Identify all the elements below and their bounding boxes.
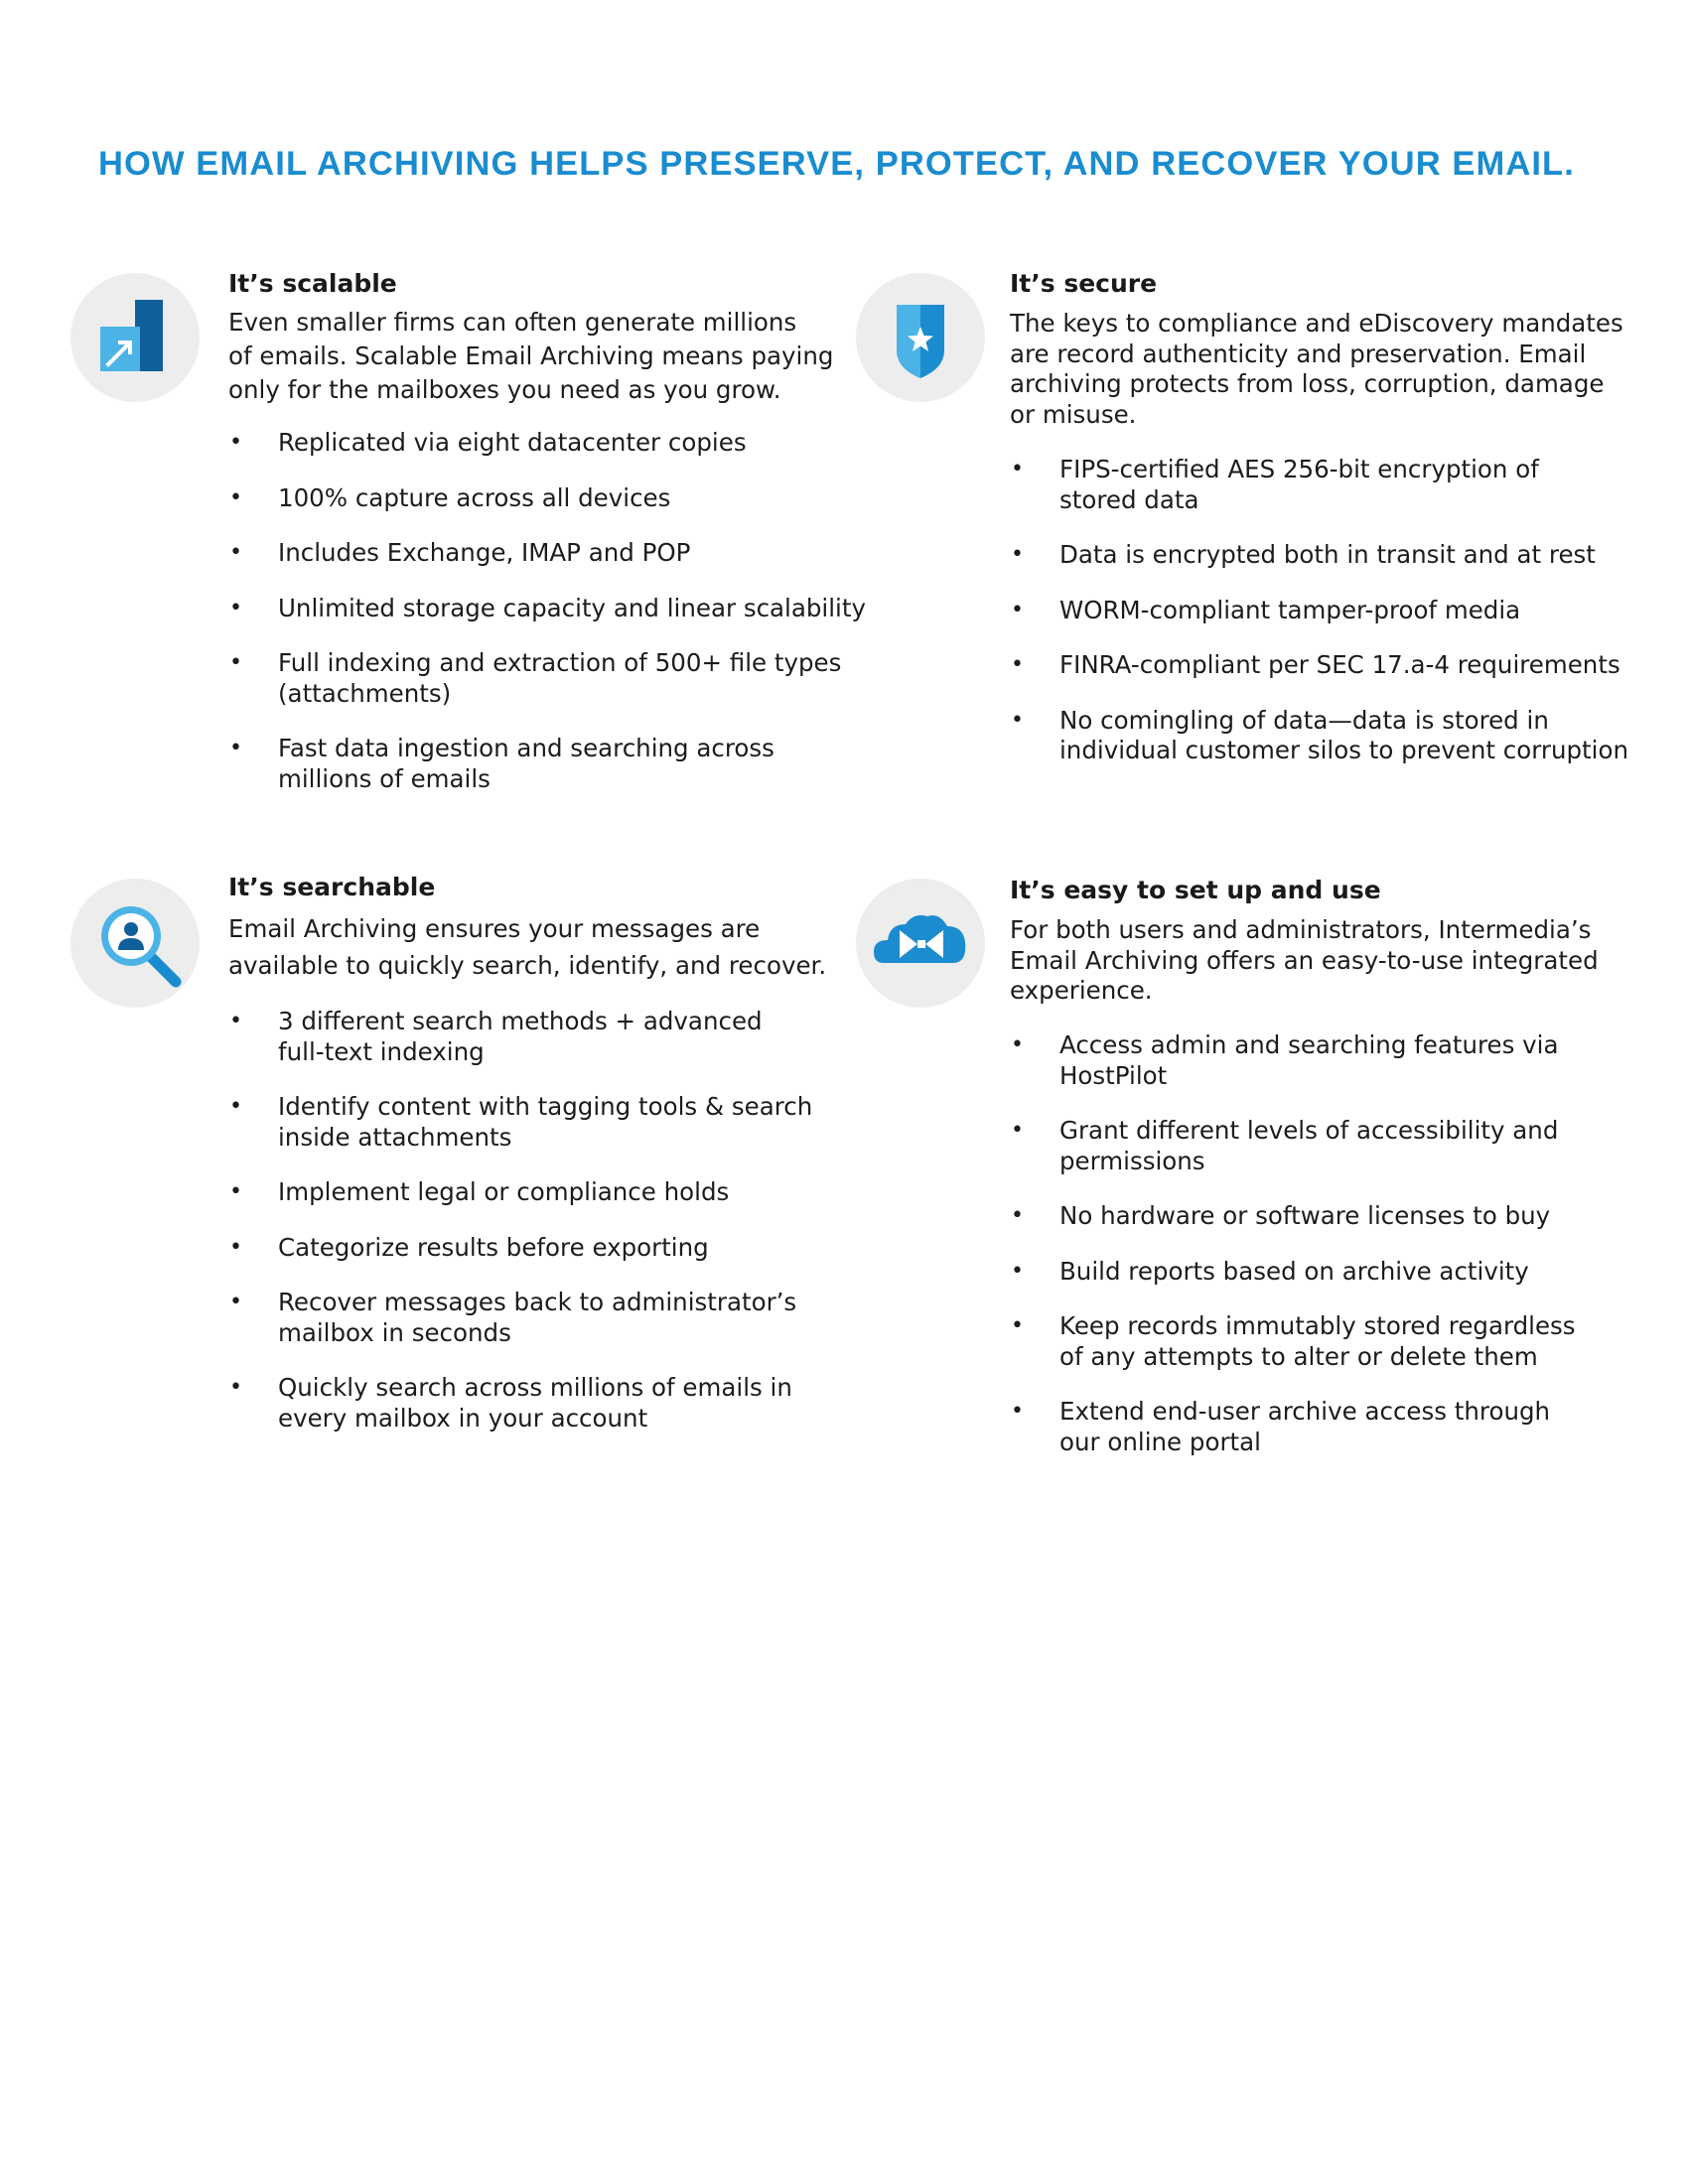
- section-intro-searchable: [228, 910, 826, 984]
- bullet-list-secure: [1011, 455, 1628, 766]
- section-intro-secure: [1010, 309, 1623, 430]
- bar-chart-growth-icon: [70, 273, 200, 402]
- bullet-list-scalable: [229, 428, 866, 794]
- intro-line: available to quickly search, identify, and recover.: [228, 951, 827, 980]
- shield-star-icon: [856, 273, 985, 402]
- list-item: • Unlimited storage capacity and linear scalability: [229, 594, 866, 624]
- section-heading-searchable: It’s searchable: [228, 873, 436, 901]
- cloud-bowtie-icon: [856, 879, 985, 1008]
- section-heading-easy: It’s easy to set up and use: [1010, 876, 1381, 904]
- list-item: • 3 different search methods + advanced full-text indexing: [229, 1007, 812, 1067]
- section-heading-scalable: It’s scalable: [228, 269, 397, 298]
- list-item: • 100% capture across all devices: [229, 483, 866, 514]
- intro-line: experience.: [1010, 976, 1153, 1005]
- list-item: • WORM-compliant tamper-proof media: [1011, 596, 1628, 626]
- list-item: • No hardware or software licenses to buy: [1011, 1201, 1576, 1232]
- list-item: • Identify content with tagging tools & search inside attachments: [229, 1092, 812, 1153]
- intro-line: are record authenticity and preservation. Email: [1010, 339, 1587, 368]
- list-item: • FINRA-compliant per SEC 17.a-4 requirements: [1011, 650, 1628, 681]
- list-item: • Includes Exchange, IMAP and POP: [229, 538, 866, 569]
- page-title: HOW EMAIL ARCHIVING HELPS PRESERVE, PROTECT, AND RECOVER YOUR EMAIL.: [98, 145, 1575, 183]
- intro-line: The keys to compliance and eDiscovery mandates: [1010, 309, 1623, 338]
- intro-line: only for the mailboxes you need as you grow.: [228, 375, 781, 404]
- list-item: • No comingling of data—data is stored in individual customer silos to prevent corruption: [1011, 706, 1628, 766]
- bullet-list-easy: [1011, 1030, 1576, 1457]
- magnifier-user-icon: [70, 879, 200, 1008]
- intro-line: archiving protects from loss, corruption, damage: [1010, 369, 1605, 398]
- intro-line: Even smaller firms can often generate millions: [228, 308, 797, 337]
- list-item: • Access admin and searching features via HostPilot: [1011, 1030, 1576, 1091]
- list-item: • Recover messages back to administrator’s mailbox in seconds: [229, 1288, 812, 1348]
- list-item: • Data is encrypted both in transit and at rest: [1011, 540, 1628, 571]
- intro-line: Email Archiving ensures your messages are: [228, 914, 761, 943]
- intro-line: For both users and administrators, Intermedia’s: [1010, 915, 1592, 944]
- list-item: • Full indexing and extraction of 500+ file types (attachments): [229, 648, 866, 709]
- list-item: • Grant different levels of accessibility and permissions: [1011, 1116, 1576, 1176]
- list-item: • Build reports based on archive activity: [1011, 1257, 1576, 1288]
- section-intro-scalable: [228, 306, 833, 407]
- section-heading-secure: It’s secure: [1010, 269, 1158, 298]
- list-item: • Quickly search across millions of emails in every mailbox in your account: [229, 1373, 812, 1433]
- list-item: • FIPS-certified AES 256-bit encryption of stored data: [1011, 455, 1628, 515]
- list-item: • Implement legal or compliance holds: [229, 1177, 812, 1208]
- intro-line: or misuse.: [1010, 399, 1137, 429]
- list-item: • Categorize results before exporting: [229, 1233, 812, 1264]
- bullet-list-searchable: [229, 1007, 812, 1433]
- intro-line: Email Archiving offers an easy-to-use integrated: [1010, 945, 1599, 975]
- list-item: • Keep records immutably stored regardless of any attempts to alter or delete them: [1011, 1311, 1576, 1372]
- intro-line: of emails. Scalable Email Archiving means paying: [228, 341, 834, 370]
- list-item: • Replicated via eight datacenter copies: [229, 428, 866, 459]
- list-item: • Fast data ingestion and searching across millions of emails: [229, 734, 866, 794]
- list-item: • Extend end-user archive access through our online portal: [1011, 1397, 1576, 1457]
- section-intro-easy: [1010, 915, 1599, 1007]
